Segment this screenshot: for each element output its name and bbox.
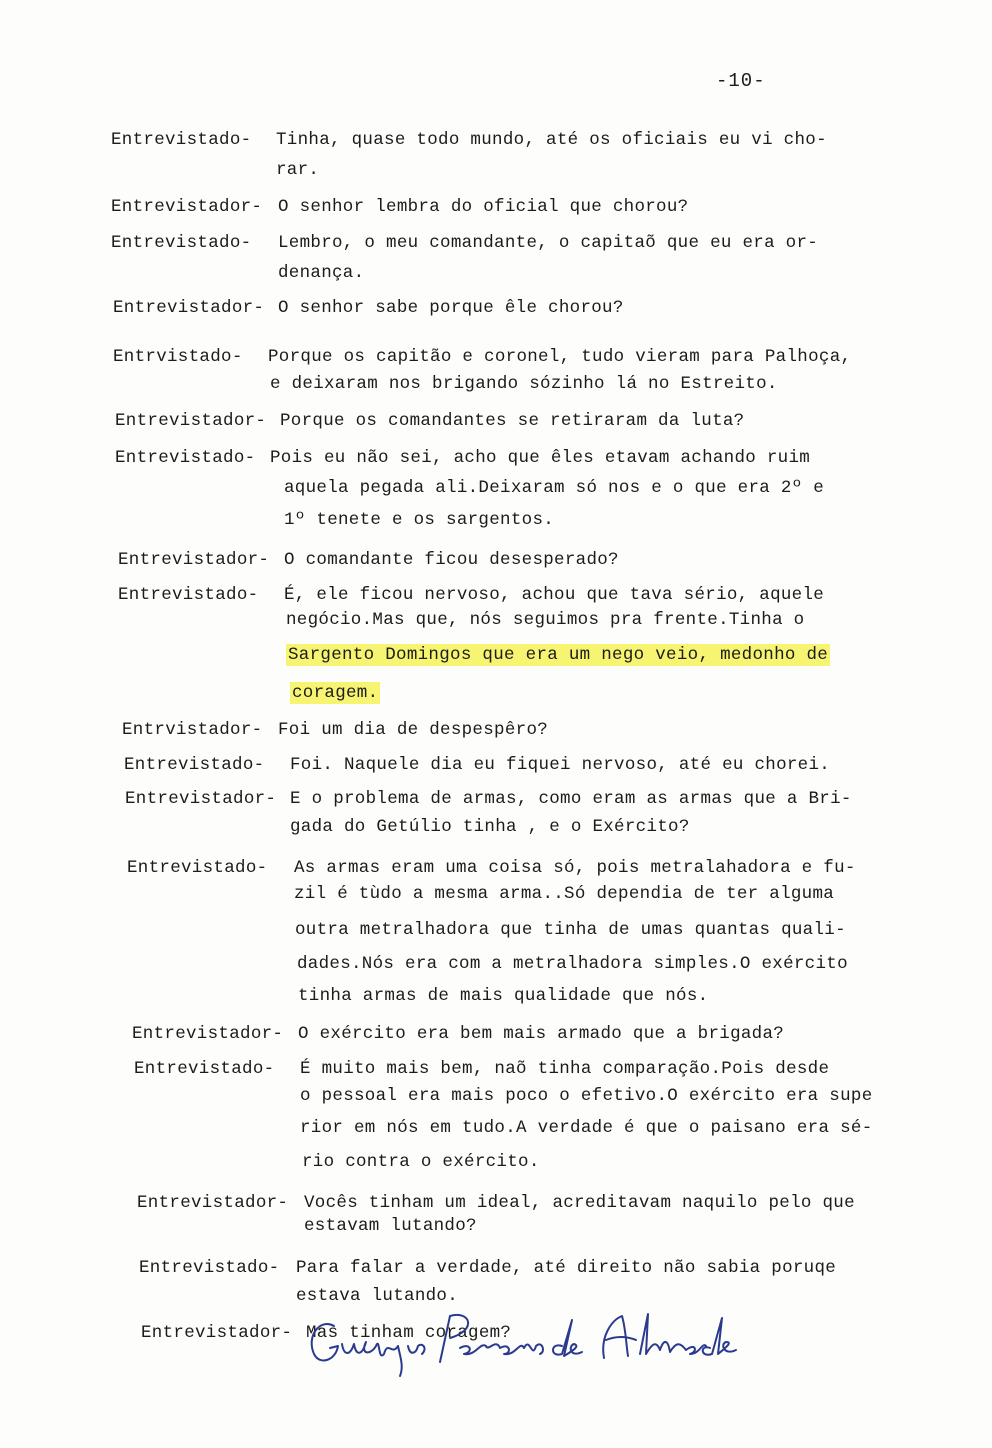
speaker-label: Entrvistado- [113,347,243,367]
transcript-line [127,858,856,878]
transcript-line [290,817,690,837]
transcript-line [139,1258,836,1278]
utterance-text: Mas tinham coragem? [306,1323,512,1343]
speaker-label: Entrevistador- [125,789,277,809]
utterance-text: É muito mais bem, naõ tinha comparação.Pois desde [300,1059,830,1079]
transcript-line [111,130,827,150]
utterance-text: tinha armas de mais qualidade que nós. [298,986,709,1006]
utterance-text: Porque os comandantes se retiraram da luta? [280,411,745,431]
utterance-text: estava lutando. [296,1286,459,1306]
utterance-text: o pessoal era mais poco o efetivo.O exército era supe [300,1086,873,1106]
speaker-label: Entrevistado- [139,1258,280,1278]
transcript-line [115,411,744,431]
utterance-text: Foi um dia de despespêro? [278,720,549,740]
transcript-line [124,755,830,775]
speaker-label: Entrevistado- [111,233,252,253]
utterance-text: É, ele ficou nervoso, achou que tava sério, aquele [284,585,825,605]
utterance-text: O exército era bem mais armado que a brigada? [298,1024,785,1044]
speaker-label: Entrevistado- [115,448,256,468]
handwritten-signature [300,1296,840,1386]
speaker-label: Entrevistador- [132,1024,284,1044]
transcript-line [111,197,688,217]
utterance-text: Lembro, o meu comandante, o capitaõ que eu era or- [278,233,819,253]
transcript-line [302,1152,540,1172]
transcript-line [300,1086,873,1106]
speaker-label: Entrevistado- [111,130,252,150]
utterance-text: 1º tenete e os sargentos. [284,510,555,530]
utterance-text: Porque os capitão e coronel, tudo vieram para Palhoça, [268,347,852,367]
transcript-line [270,374,778,394]
transcript-line [297,954,848,974]
utterance-text: E o problema de armas, como eram as armas que a Bri- [290,789,852,809]
speaker-label: Entrevistador- [111,197,263,217]
transcript-line [118,585,824,605]
transcript-line [290,683,380,703]
utterance-text: Sargento Domingos que era um nego veio, medonho de [288,645,829,665]
transcript-line [122,720,548,740]
speaker-label: Entrevistador- [137,1193,289,1213]
transcript-line [278,263,364,283]
speaker-label: Entrevistador- [115,411,267,431]
speaker-label: Entrevistado- [118,585,259,605]
speaker-label: Entrevistado- [124,755,265,775]
utterance-text: rio contra o exército. [302,1152,540,1172]
utterance-text: Vocês tinham um ideal, acreditavam naquilo pelo que [304,1193,855,1213]
transcript-line [125,789,852,809]
speaker-label: Entrevistador- [141,1323,293,1343]
transcript-line [111,233,818,253]
transcript-line [294,884,834,904]
utterance-text: Tinha, quase todo mundo, até os oficiais eu vi cho- [276,130,827,150]
utterance-text: zil é tùdo a mesma arma..Só dependia de ter alguma [294,884,835,904]
utterance-text: O comandante ficou desesperado? [284,550,619,570]
utterance-text: gada do Getúlio tinha , e o Exército? [290,817,690,837]
transcript-line [134,1059,829,1079]
utterance-text: Pois eu não sei, acho que êles etavam achando ruim [270,448,811,468]
transcript-line [300,1118,873,1138]
utterance-text: outra metralhadora que tinha de umas quantas quali- [295,920,846,940]
utterance-text: O senhor lembra do oficial que chorou? [278,197,689,217]
transcript-line [304,1216,477,1236]
utterance-text: As armas eram uma coisa só, pois metralahadora e fu- [294,858,856,878]
utterance-text: coragem. [292,683,379,703]
transcript-line [137,1193,855,1213]
transcript-line [284,478,824,498]
speaker-label: Entrevistado- [134,1059,275,1079]
utterance-text: estavam lutando? [304,1216,477,1236]
transcript-line [298,986,708,1006]
utterance-text: denança. [278,263,365,283]
transcript-line [286,645,830,665]
speaker-label: Entrvistador- [122,720,263,740]
utterance-text: negócio.Mas que, nós seguimos pra frente.Tinha o [286,610,805,630]
transcript-line [115,448,810,468]
transcript-line [132,1024,784,1044]
utterance-text: O senhor sabe porque êle chorou? [278,298,624,318]
speaker-label: Entrevistador- [118,550,270,570]
transcript-line [113,347,851,367]
utterance-text: aquela pegada ali.Deixaram só nos e o que era 2º e [284,478,825,498]
page-number: -10- [716,70,766,92]
utterance-text: rior em nós em tudo.A verdade é que o paisano era sé- [300,1118,873,1138]
utterance-text: e deixaram nos brigando sózinho lá no Estreito. [270,374,778,394]
transcript-line [284,510,554,530]
transcript-line [295,920,846,940]
transcript-line [286,610,804,630]
transcript-line [276,160,319,180]
speaker-label: Entrevistado- [127,858,268,878]
utterance-text: Para falar a verdade, até direito não sabia poruqe [296,1258,837,1278]
transcript-line [113,298,624,318]
utterance-text: rar. [276,160,320,180]
utterance-text: Foi. Naquele dia eu fiquei nervoso, até eu chorei. [290,755,831,775]
speaker-label: Entrevistador- [113,298,265,318]
utterance-text: dades.Nós era com a metralhadora simples.O exército [297,954,848,974]
transcript-line [118,550,619,570]
